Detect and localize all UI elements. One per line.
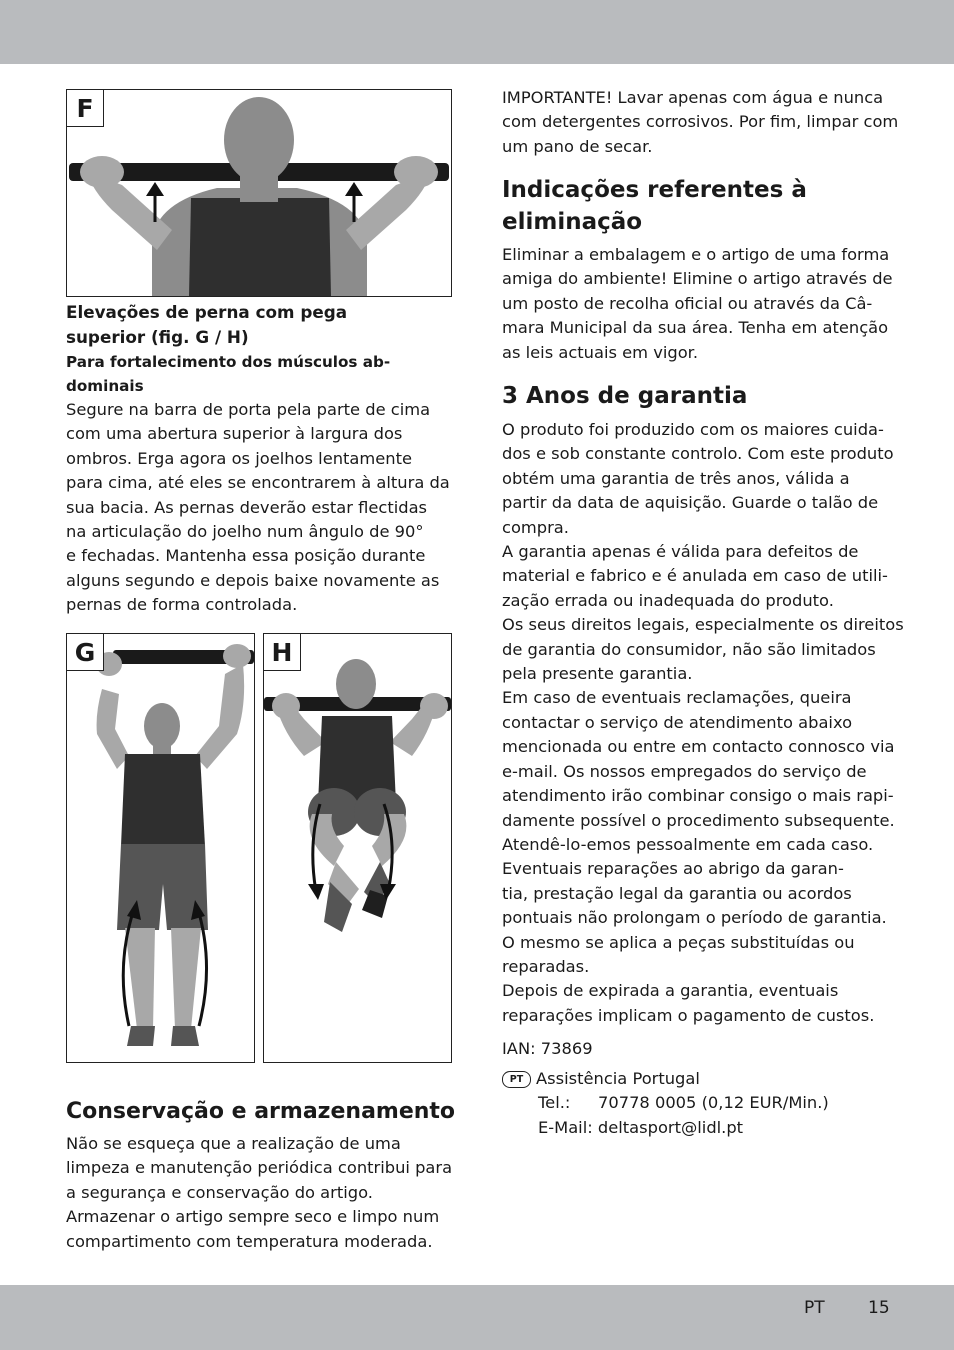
leg-raise-body-line: na articulação do joelho num ângulo de 90° — [66, 522, 424, 542]
country-badge: PT — [502, 1071, 531, 1088]
leg-raise-title-line1: Elevações de perna com pega — [66, 302, 348, 322]
leg-raise-section — [66, 300, 456, 618]
disposal-line: as leis actuais em vigor. — [502, 342, 699, 362]
leg-raise-body-line: sua bacia. As pernas deverão estar flectidas — [66, 497, 428, 517]
leg-raise-body-line: e fechadas. Mantenha essa posição durante — [66, 546, 426, 566]
warranty-line: pontuais não prolongam o período de garantia. — [502, 908, 887, 928]
service-contact — [502, 1067, 907, 1140]
warranty-line: reparadas. — [502, 956, 590, 976]
important-line: um pano de secar. — [502, 136, 653, 156]
tel-value: 70778 0005 (0,12 EUR/Min.) — [598, 1093, 829, 1113]
figure-g-illustration — [67, 634, 254, 1062]
warranty-line: Os seus direitos legais, especialmente os direitos — [502, 615, 904, 635]
service-name-row — [502, 1067, 907, 1091]
care-body-line: compartimento com temperatura moderada. — [66, 1231, 433, 1251]
leg-raise-body-line: pernas de forma controlada. — [66, 595, 298, 615]
ian-number: IAN: 73869 — [502, 1039, 593, 1058]
warranty-line: obtém uma garantia de três anos, válida a — [502, 468, 850, 488]
warranty-line: damente possível o procedimento subsequente. — [502, 810, 895, 830]
warranty-line: Eventuais reparações ao abrigo da garan- — [502, 859, 844, 879]
disposal-body — [502, 243, 902, 365]
warranty-line: Atendê-lo-emos pessoalmente em cada caso. — [502, 834, 874, 854]
warranty-line: e-mail. Os nossos empregados do serviço de — [502, 761, 867, 781]
care-body-line: a segurança e conservação do artigo. — [66, 1182, 373, 1202]
figure-h-label: H — [264, 634, 301, 671]
disposal-title-line2: eliminação — [502, 209, 643, 235]
care-body-line: Armazenar o artigo sempre seco e limpo num — [66, 1207, 440, 1227]
warranty-line: de garantia do consumidor, não são limitados — [502, 639, 876, 659]
figure-g-label: G — [67, 634, 104, 671]
leg-raise-title-line2: superior (fig. G / H) — [66, 327, 249, 347]
important-line: IMPORTANTE! Lavar apenas com água e nunca — [502, 88, 884, 107]
tel-label: Tel.: — [538, 1093, 571, 1113]
warranty-line: reparações implicam o pagamento de custos. — [502, 1005, 875, 1025]
warranty-line: mencionada ou entre em contacto connosco via — [502, 737, 895, 757]
header-band — [0, 0, 954, 64]
leg-raise-subtitle-line2: dominais — [66, 377, 144, 395]
figure-f-label: F — [67, 90, 104, 127]
warranty-line: dos e sob constante controlo. Com este produto — [502, 444, 894, 464]
leg-raise-body-line: ombros. Erga agora os joelhos lentamente — [66, 448, 412, 468]
leg-raise-body-line: Segure na barra de porta pela parte de cima — [66, 400, 431, 419]
figure-f — [66, 89, 452, 297]
care-body-line: Não se esqueça que a realização de uma — [66, 1134, 401, 1153]
service-name: Assistência Portugal — [536, 1069, 700, 1088]
disposal-line: um posto de recolha oficial ou através da Câ- — [502, 293, 873, 313]
important-note — [502, 86, 902, 159]
warranty-line: partir da data de aquisição. Guarde o talão de — [502, 493, 879, 513]
disposal-title — [502, 174, 807, 238]
warranty-title: 3 Anos de garantia — [502, 383, 748, 409]
footer-language: PT — [804, 1298, 825, 1318]
warranty-line: Em caso de eventuais reclamações, queira — [502, 688, 852, 708]
leg-raise-subtitle-line1: Para fortalecimento dos músculos ab- — [66, 353, 391, 371]
leg-raise-body-line: para cima, até eles se encontrarem à altura da — [66, 473, 450, 493]
figure-h-illustration — [264, 634, 451, 1062]
care-storage-title: Conservação e armazenamento — [66, 1099, 456, 1124]
warranty-line: O produto foi produzido com os maiores cuida- — [502, 420, 884, 439]
disposal-title-line1: Indicações referentes à — [502, 177, 807, 203]
care-storage-body — [66, 1132, 456, 1254]
warranty-line: A garantia apenas é válida para defeitos de — [502, 542, 859, 562]
email-line: E-Mail: deltasport@lidl.pt — [538, 1117, 744, 1137]
figure-g — [66, 633, 255, 1063]
warranty-line: atendimento irão combinar consigo o mais rapi- — [502, 786, 894, 806]
disposal-line: amiga do ambiente! Elimine o artigo através de — [502, 269, 893, 289]
figure-f-illustration — [67, 90, 451, 296]
warranty-line: Depois de expirada a garantia, eventuais — [502, 981, 839, 1001]
page-number: 15 — [868, 1298, 890, 1318]
disposal-line: mara Municipal da sua área. Tenha em atenção — [502, 318, 889, 338]
tel-row — [502, 1091, 907, 1115]
warranty-line: material e fabrico e é anulada em caso de utili- — [502, 566, 888, 586]
warranty-body — [502, 418, 907, 1028]
figure-h — [263, 633, 452, 1063]
warranty-line: O mesmo se aplica a peças substituídas ou — [502, 932, 855, 952]
care-body-line: limpeza e manutenção periódica contribui para — [66, 1158, 453, 1178]
leg-raise-body-line: com uma abertura superior à largura dos — [66, 424, 403, 444]
important-line: com detergentes corrosivos. Por fim, limpar com — [502, 112, 899, 132]
warranty-line: contactar o serviço de atendimento abaixo — [502, 712, 853, 732]
warranty-line: zação errada ou inadequada do produto. — [502, 590, 834, 610]
warranty-line: tia, prestação legal da garantia ou acordos — [502, 883, 852, 903]
disposal-line: Eliminar a embalagem e o artigo de uma forma — [502, 245, 890, 264]
warranty-line: compra. — [502, 517, 569, 537]
warranty-line: pela presente garantia. — [502, 664, 693, 684]
leg-raise-body-line: alguns segundo e depois baixe novamente as — [66, 570, 440, 590]
